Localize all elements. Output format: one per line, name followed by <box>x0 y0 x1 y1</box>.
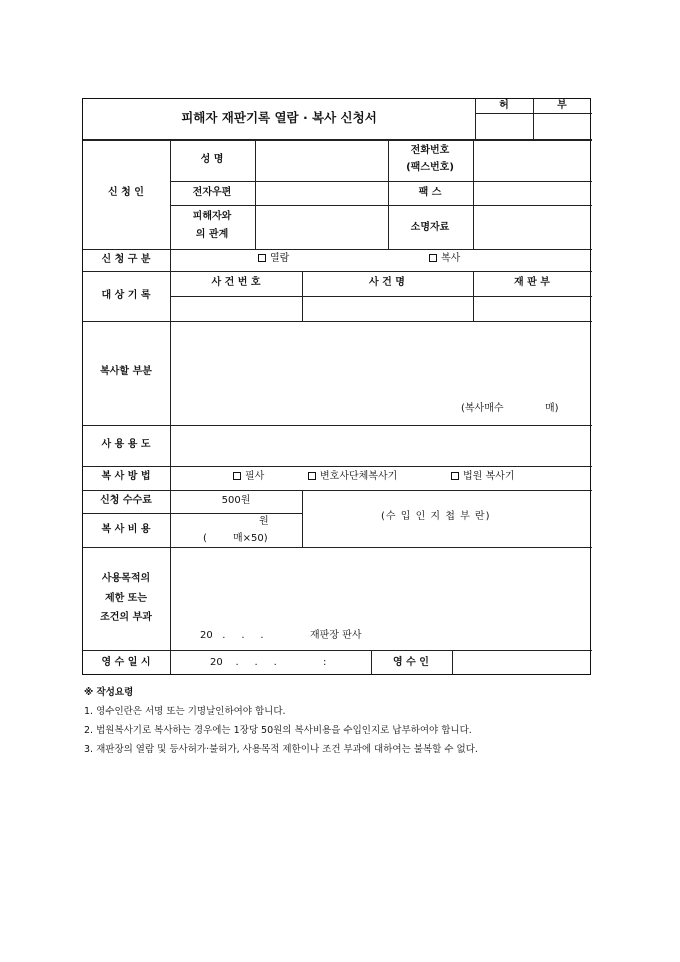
handwrite-checkbox[interactable] <box>233 472 241 480</box>
name-field[interactable] <box>256 140 387 180</box>
method-option-handwrite[interactable] <box>233 472 264 482</box>
approval-no-label: 부 <box>557 100 567 111</box>
case-number-field[interactable] <box>171 297 301 320</box>
proof-field[interactable] <box>474 206 591 248</box>
fax-label: 팩 스 <box>418 187 442 198</box>
court-copier-checkbox[interactable] <box>451 472 459 480</box>
line-applicant-col3 <box>388 139 389 249</box>
copy-cost-formula: 매×50) <box>233 533 268 544</box>
line-receipt-col2 <box>371 650 372 674</box>
purpose-field[interactable] <box>171 426 591 465</box>
copy-cost-unit: 원 <box>259 516 269 527</box>
email-label: 전자우편 <box>192 187 232 198</box>
approval-yes-label: 허 <box>499 100 509 111</box>
case-name-field[interactable] <box>303 297 472 320</box>
copies-count-suffix: 매) <box>545 403 559 414</box>
receiver-field[interactable] <box>453 651 591 673</box>
restriction-judge: 재판장 판사 <box>310 630 362 641</box>
copy-cost-label: 복 사 비 용 <box>101 524 151 535</box>
copy-part-field[interactable] <box>171 322 591 424</box>
notes-heading: ※ 작성요령 <box>84 687 134 698</box>
form-title: 피해자 재판기록 열람 · 복사 신청서 <box>181 110 377 125</box>
receipt-datetime: 20 . . . <box>210 657 277 668</box>
approval-no-box[interactable] <box>534 114 591 138</box>
restriction-date: 20 . . . <box>200 630 264 641</box>
stamp-area-label: (수 입 인 지 첩 부 란) <box>381 511 491 522</box>
receipt-time-colon: : <box>323 657 327 668</box>
view-label: 열람 <box>270 253 290 264</box>
name-label: 성 명 <box>200 154 224 165</box>
lawyer-label: 변호사단체복사기 <box>320 471 398 482</box>
restriction-label-line2: 제한 또는 <box>104 593 148 604</box>
relation-label-line1: 피해자와 <box>192 211 232 222</box>
proof-label: 소명자료 <box>410 222 450 233</box>
request-option-copy[interactable] <box>429 254 460 264</box>
applicant-section-label: 신 청 인 <box>108 187 144 198</box>
target-record-label: 대 상 기 록 <box>101 290 151 301</box>
line-request-bottom <box>83 271 592 272</box>
copy-cost-formula-open: ( <box>203 533 207 544</box>
application-form <box>82 98 591 675</box>
line-purpose-bottom <box>83 466 592 467</box>
fax-field[interactable] <box>474 182 591 204</box>
stamp-area[interactable] <box>303 491 591 546</box>
request-option-view[interactable] <box>258 254 289 264</box>
view-checkbox[interactable] <box>258 254 266 262</box>
approval-yes-box[interactable] <box>476 114 532 138</box>
fee-value: 500원 <box>221 495 251 506</box>
note-item: 1. 영수인란은 서명 또는 기명날인하여야 합니다. <box>84 706 286 717</box>
email-field[interactable] <box>256 182 387 204</box>
receipt-label: 영 수 일 시 <box>101 657 151 668</box>
request-type-label: 신 청 구 분 <box>101 254 151 265</box>
court-copier-label: 법원 복사기 <box>463 471 515 482</box>
court-field[interactable] <box>474 297 591 320</box>
case-number-header: 사 건 번 호 <box>211 277 261 288</box>
copy-checkbox[interactable] <box>429 254 437 262</box>
copy-part-label: 복사할 부분 <box>100 366 152 377</box>
copy-label: 복사 <box>441 253 461 264</box>
case-name-header: 사 건 명 <box>369 277 405 288</box>
restriction-field[interactable] <box>171 548 591 626</box>
phone-label-line2: (팩스번호) <box>406 162 454 173</box>
handwrite-label: 필사 <box>245 471 265 482</box>
fee-label: 신청 수수료 <box>100 495 152 506</box>
court-header: 재 판 부 <box>514 277 550 288</box>
note-item: 3. 재판장의 열람 및 등사허가·불허가, 사용목적 제한이나 조건 부과에 대하여는 불복할 수 없다. <box>84 744 478 755</box>
copy-method-label: 복 사 방 법 <box>101 471 151 482</box>
restriction-label-line1: 사용목적의 <box>101 573 151 584</box>
relation-field[interactable] <box>256 206 387 248</box>
phone-label-line1: 전화번호 <box>410 145 450 156</box>
method-option-lawyer[interactable] <box>308 472 397 482</box>
restriction-label-line3: 조건의 부과 <box>100 612 152 623</box>
method-option-court[interactable] <box>451 472 514 482</box>
line-applicant-bottom <box>83 249 592 250</box>
purpose-label: 사 용 용 도 <box>101 439 151 450</box>
relation-label-line2: 의 관계 <box>195 229 229 240</box>
lawyer-checkbox[interactable] <box>308 472 316 480</box>
line-fee-bottom <box>83 513 302 514</box>
phone-field[interactable] <box>474 140 591 180</box>
note-item: 2. 법원복사기로 복사하는 경우에는 1장당 50원의 복사비용을 수입인지로 납부하여야 합니다. <box>84 725 472 736</box>
copies-count-prefix: (복사매수 <box>461 403 504 414</box>
receiver-label: 영 수 인 <box>393 657 429 668</box>
